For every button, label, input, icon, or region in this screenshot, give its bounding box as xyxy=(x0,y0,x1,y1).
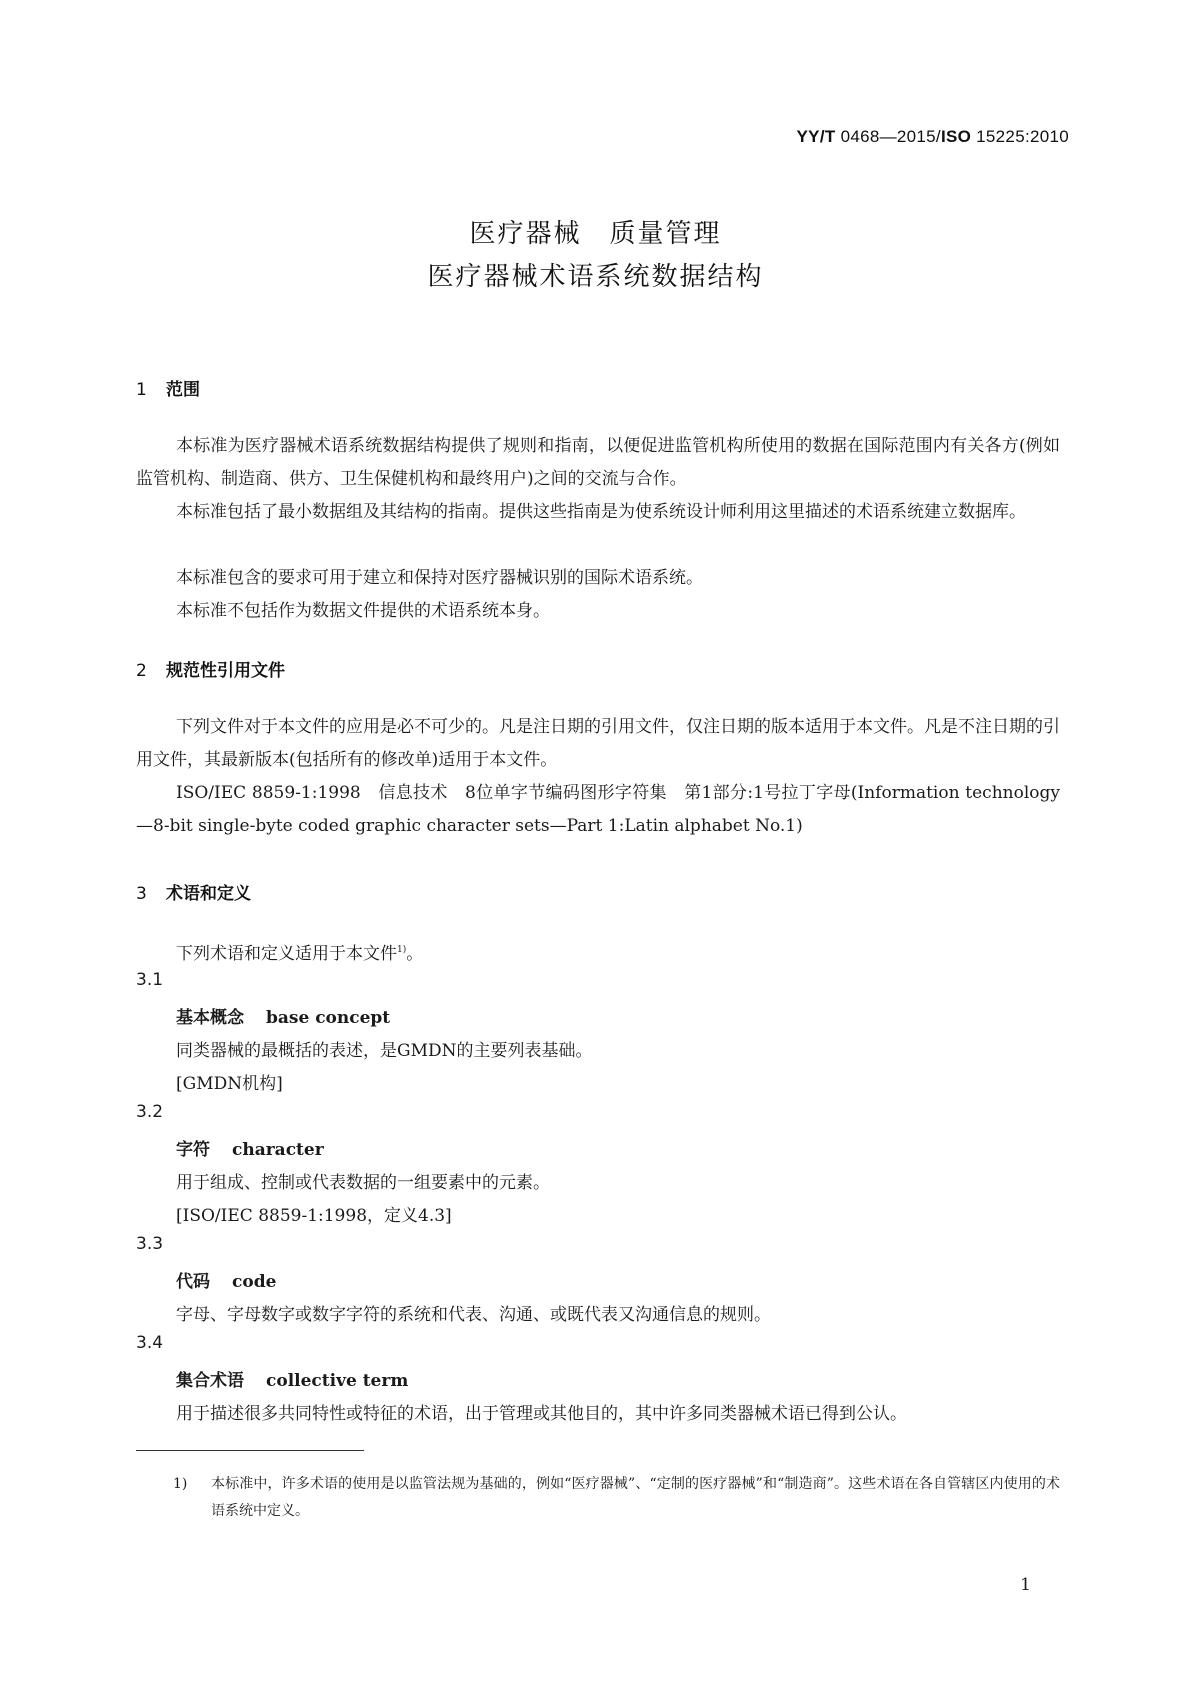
section-number: 2 xyxy=(136,661,147,681)
term-en: character xyxy=(232,1140,324,1160)
iso-code: 15225:2010 xyxy=(976,127,1069,146)
page-number: 1 xyxy=(1020,1575,1031,1595)
intro-end: 。 xyxy=(406,944,424,964)
footnote xyxy=(136,1471,1060,1525)
section-1-paragraph-3: 本标准包含的要求可用于建立和保持对医疗器械识别的国际术语系统。 xyxy=(176,568,703,588)
section-1-paragraph-4: 本标准不包括作为数据文件提供的术语系统本身。 xyxy=(176,601,550,621)
section-title: 范围 xyxy=(166,380,200,400)
term-source: [ISO/IEC 8859-1:1998，定义4.3] xyxy=(176,1206,452,1226)
term-title xyxy=(176,1135,324,1160)
section-1-paragraph-2: 本标准包括了最小数据组及其结构的指南。提供这些指南是为使系统设计师利用这里描述的术语系统建立数据库。 xyxy=(176,502,1026,522)
term-title xyxy=(176,1366,408,1391)
section-2-paragraph-1: 下列文件对于本文件的应用是必不可少的。凡是注日期的引用文件，仅注日期的版本适用于本文件。凡是不注日期的引用文件，其最新版本(包括所有的修改单)适用于本文件。 xyxy=(136,717,1060,770)
term-number: 3.2 xyxy=(136,1102,164,1122)
std-prefix: YY/T xyxy=(796,127,836,146)
section-number: 1 xyxy=(136,380,147,400)
intro-text: 下列术语和定义适用于本文件 xyxy=(176,944,397,964)
term-en: base concept xyxy=(266,1008,391,1028)
normative-reference: ISO/IEC 8859-1:1998 信息技术 8位单字节编码图形字符集 第1部分:1号拉丁字母(Information technology—8-bit single-byte coded graphic character sets—Part 1:Latin alphabet No.1) xyxy=(136,783,1060,836)
term-zh: 集合术语 xyxy=(176,1371,244,1391)
term-title xyxy=(176,1003,390,1028)
term-source: [GMDN机构] xyxy=(176,1074,283,1094)
section-1-heading xyxy=(136,375,200,400)
term-zh: 基本概念 xyxy=(176,1008,244,1028)
term-zh: 字符 xyxy=(176,1140,210,1160)
section-3-intro xyxy=(136,934,1060,971)
std-code: 0468—2015/ xyxy=(840,127,941,146)
footnote-ref: 1) xyxy=(397,945,407,955)
term-zh: 代码 xyxy=(176,1272,210,1292)
term-title xyxy=(176,1267,276,1292)
term-en: code xyxy=(232,1272,277,1292)
section-2-heading xyxy=(136,656,285,681)
section-1-paragraph-1: 本标准为医疗器械术语系统数据结构提供了规则和指南，以便促进监管机构所使用的数据在国际范围内有关各方(例如监管机构、制造商、供方、卫生保健机构和最终用户)之间的交流与合作。 xyxy=(136,436,1060,489)
term-en: collective term xyxy=(266,1371,409,1391)
term-definition: 同类器械的最概括的表述，是GMDN的主要列表基础。 xyxy=(176,1041,593,1061)
iso-prefix: ISO xyxy=(940,127,972,146)
term-definition: 用于描述很多共同特性或特征的术语，出于管理或其他目的，其中许多同类器械术语已得到公认。 xyxy=(176,1404,907,1424)
section-3-heading xyxy=(136,879,251,904)
footnote-mark: 1) xyxy=(173,1476,188,1492)
standard-number xyxy=(797,127,1069,147)
term-number: 3.4 xyxy=(136,1333,164,1353)
term-definition: 字母、字母数字或数字字符的系统和代表、沟通、或既代表又沟通信息的规则。 xyxy=(176,1305,771,1325)
term-definition: 用于组成、控制或代表数据的一组要素中的元素。 xyxy=(176,1173,550,1193)
title-line-1: 医疗器械 质量管理 xyxy=(469,219,722,249)
section-number: 3 xyxy=(136,884,147,904)
term-number: 3.1 xyxy=(136,970,164,990)
section-title: 术语和定义 xyxy=(166,884,251,904)
term-number: 3.3 xyxy=(136,1234,164,1254)
footnote-divider xyxy=(136,1450,364,1451)
title-line-2: 医疗器械术语系统数据结构 xyxy=(427,262,764,292)
footnote-text: 本标准中，许多术语的使用是以监管法规为基础的，例如“医疗器械”、“定制的医疗器械”和“制造商”。这些术语在各自管辖区内使用的术语系统中定义。 xyxy=(211,1476,1060,1519)
section-title: 规范性引用文件 xyxy=(166,661,285,681)
